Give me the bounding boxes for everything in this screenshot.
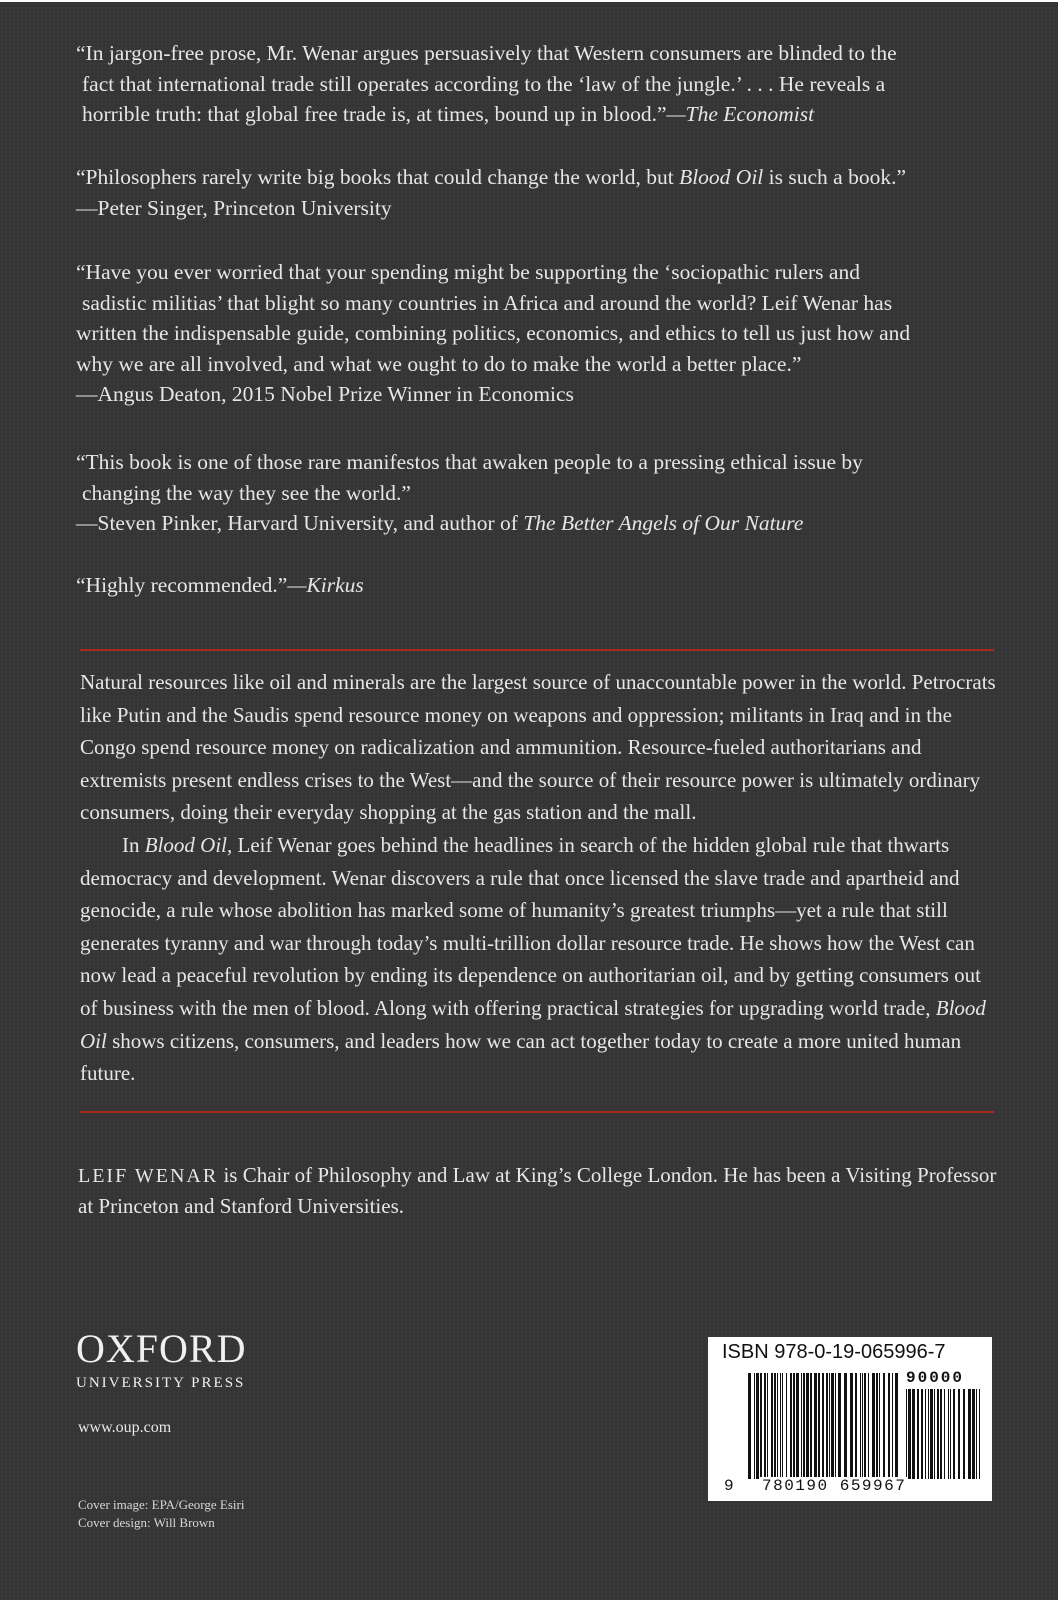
barcode-bar: [979, 1389, 980, 1479]
barcode-bar: [838, 1373, 841, 1479]
barcode-bar: [944, 1389, 945, 1479]
description-text: , Leif Wenar goes behind the headlines in search of the hidden global rule that thwarts democracy and development. Wenar discovers a rule that once licensed the slave trade and apartheid and genocide, a rule whose abolition has marked some of humanity’s greatest triumphs—yet a rule that still generates tyranny and war through today’s multi-trillion dollar resource trade. He shows how the West can now lead a peaceful revolution by ending its dependence on authoritarian oil, and by getting consumers out of business with the men of blood. Along with offering practical strategies for upgrading world trade,: [80, 832, 981, 1020]
author-bio: [78, 1160, 998, 1221]
barcode-bar: [868, 1373, 869, 1479]
isbn-barcode: [708, 1337, 992, 1501]
barcode-bar: [953, 1389, 955, 1479]
barcode-bar: [796, 1373, 799, 1479]
barcode-bar: [921, 1389, 923, 1479]
review-quote-economist: [76, 38, 996, 130]
review-quote-deaton: [76, 257, 996, 410]
barcode-bar: [771, 1373, 773, 1479]
quote-line: horrible truth: that global free trade is, at times, bound up in blood.”: [82, 102, 667, 126]
cover-design-credit: Cover design: Will Brown: [78, 1515, 215, 1530]
review-quote-kirkus: [76, 570, 996, 601]
barcode-bar: [976, 1389, 977, 1479]
publisher-logo: [76, 1326, 247, 1392]
book-title-italic: The Better Angels of Our Nature: [523, 511, 804, 535]
barcode-bar: [937, 1389, 939, 1479]
barcode-bar: [818, 1373, 820, 1479]
barcode-bar: [803, 1373, 805, 1479]
quote-line: changing the way they see the world.”: [82, 480, 411, 505]
barcode-bar: [756, 1373, 759, 1479]
barcode-bar: [895, 1373, 898, 1479]
barcode-bar: [782, 1373, 783, 1479]
quote-line: “This book is one of those rare manifestos that awaken people to a pressing ethical issue by: [76, 450, 863, 474]
barcode-bar: [793, 1373, 795, 1479]
description-paragraph-1: Natural resources like oil and minerals are the largest source of unaccountable power in the world. Petrocrats like Putin and the Saudis spend resource money on weapons and oppression; militants in Iraq and in the Congo spend resource money on radicalization and ammunition. Resource-fueled authoritarians and extremists present endless crises to the West—and the source of their resource power is ultimately ordinary consumers, doing their everyday shopping at the gas station and the mall.: [80, 670, 996, 825]
barcode-bar: [968, 1389, 971, 1479]
barcode-bar: [940, 1389, 942, 1479]
barcode-bar: [906, 1389, 907, 1479]
publisher-name: OXFORD: [76, 1326, 247, 1371]
barcode-bar: [876, 1373, 878, 1479]
barcode-addon-bars: [906, 1389, 982, 1479]
barcode-bar: [786, 1373, 787, 1479]
barcode-bar: [850, 1373, 853, 1479]
book-back-cover: [0, 2, 1058, 1600]
book-title-italic: Blood Oil: [679, 165, 764, 189]
barcode-bar: [972, 1389, 975, 1479]
quote-line: why we are all involved, and what we ought to do to make the world a better place.”: [76, 351, 802, 376]
barcode-bar: [930, 1389, 933, 1479]
barcode-bar: [963, 1389, 965, 1479]
barcode-bar: [748, 1373, 751, 1479]
barcode-bar: [810, 1373, 812, 1479]
quote-attribution: —Steven Pinker, Harvard University, and author of: [76, 511, 524, 535]
quote-line: written the indispensable guide, combining politics, economics, and ethics to tell us just how and: [76, 321, 911, 345]
barcode-lead-digit: 9: [724, 1477, 734, 1495]
publisher-subtitle: UNIVERSITY PRESS: [76, 1375, 246, 1391]
quote-text: “Highly recommended.”: [76, 573, 288, 597]
barcode-bar: [879, 1373, 880, 1479]
barcode-bar: [835, 1373, 836, 1479]
cover-image-credit: Cover image: EPA/George Esiri: [78, 1497, 245, 1512]
barcode-bar: [777, 1373, 778, 1479]
isbn-text: ISBN 978-0-19-065996-7: [722, 1341, 946, 1363]
book-title-italic: Blood Oil: [80, 995, 986, 1053]
barcode-bar: [908, 1389, 911, 1479]
quote-text: is such a book.”: [763, 165, 906, 189]
quote-source: —Kirkus: [287, 573, 364, 597]
barcode-addon-number: 90000: [906, 1369, 965, 1387]
quote-attribution: —Angus Deaton, 2015 Nobel Prize Winner in Economics: [76, 382, 574, 406]
red-divider-top: [80, 649, 994, 651]
barcode-bar: [844, 1373, 847, 1479]
barcode-bar: [925, 1389, 926, 1479]
description-text: In: [122, 832, 145, 857]
author-name: LEIF WENAR: [78, 1165, 219, 1187]
barcode-bar: [872, 1373, 875, 1479]
quote-line: fact that international trade still operates according to the ‘law of the jungle.’ . . . He reveals a: [82, 71, 886, 96]
publisher-website: www.oup.com: [78, 1419, 172, 1436]
book-description: [80, 666, 1000, 1090]
barcode-bar: [826, 1373, 828, 1479]
quote-line: “Have you ever worried that your spending might be supporting the ‘sociopathic rulers and: [76, 260, 860, 284]
barcode-bar: [801, 1373, 802, 1479]
quote-text: “Philosophers rarely write big books that could change the world, but: [76, 165, 680, 189]
barcode-bar: [862, 1373, 863, 1479]
barcode-bar: [780, 1373, 781, 1479]
barcode-bar: [855, 1373, 857, 1479]
barcode-bar: [829, 1373, 830, 1479]
barcode-bar: [860, 1373, 861, 1479]
cover-credits: [78, 1496, 244, 1532]
barcode-bar: [754, 1373, 755, 1479]
barcode-bar: [950, 1389, 951, 1479]
barcode-bar: [917, 1389, 919, 1479]
barcode-bar: [814, 1373, 817, 1479]
barcode-bar: [764, 1373, 766, 1479]
barcode-bar: [790, 1373, 792, 1479]
barcode-bar: [888, 1373, 890, 1479]
barcode-bar: [928, 1389, 929, 1479]
barcode-bar: [760, 1373, 762, 1479]
red-divider-bottom: [80, 1111, 994, 1113]
barcode-bar: [767, 1373, 768, 1479]
book-title-italic: Blood Oil: [144, 832, 227, 857]
barcode-bar: [831, 1373, 834, 1479]
review-quote-pinker: [76, 447, 996, 539]
barcode-bar: [912, 1389, 915, 1479]
barcode-bar: [883, 1373, 885, 1479]
quote-source: —The Economist: [666, 102, 815, 126]
barcode-bar: [892, 1373, 893, 1479]
barcode-bars: [748, 1373, 900, 1479]
quote-line: “In jargon-free prose, Mr. Wenar argues persuasively that Western consumers are blinded to the: [76, 41, 897, 65]
barcode-bar: [806, 1373, 809, 1479]
barcode-bar: [948, 1389, 949, 1479]
author-bio-text: is Chair of Philosophy and Law at King’s College London. He has been a Visiting Professor at Princeton and Stanford Universities.: [78, 1163, 997, 1218]
description-paragraph-2: [80, 829, 1000, 1090]
barcode-bar: [864, 1373, 866, 1479]
barcode-bar: [958, 1389, 960, 1479]
barcode-bar: [774, 1373, 776, 1479]
quote-attribution: —Peter Singer, Princeton University: [76, 195, 392, 220]
barcode-bar: [822, 1373, 824, 1479]
review-quote-singer: [76, 162, 996, 223]
barcode-digits: 780190 659967: [762, 1477, 907, 1495]
quote-line: sadistic militias’ that blight so many countries in Africa and around the world? Leif Wenar has: [82, 290, 893, 315]
barcode-bar: [934, 1389, 935, 1479]
description-text: shows citizens, consumers, and leaders how we can act together today to create a more united human future.: [80, 1028, 962, 1086]
